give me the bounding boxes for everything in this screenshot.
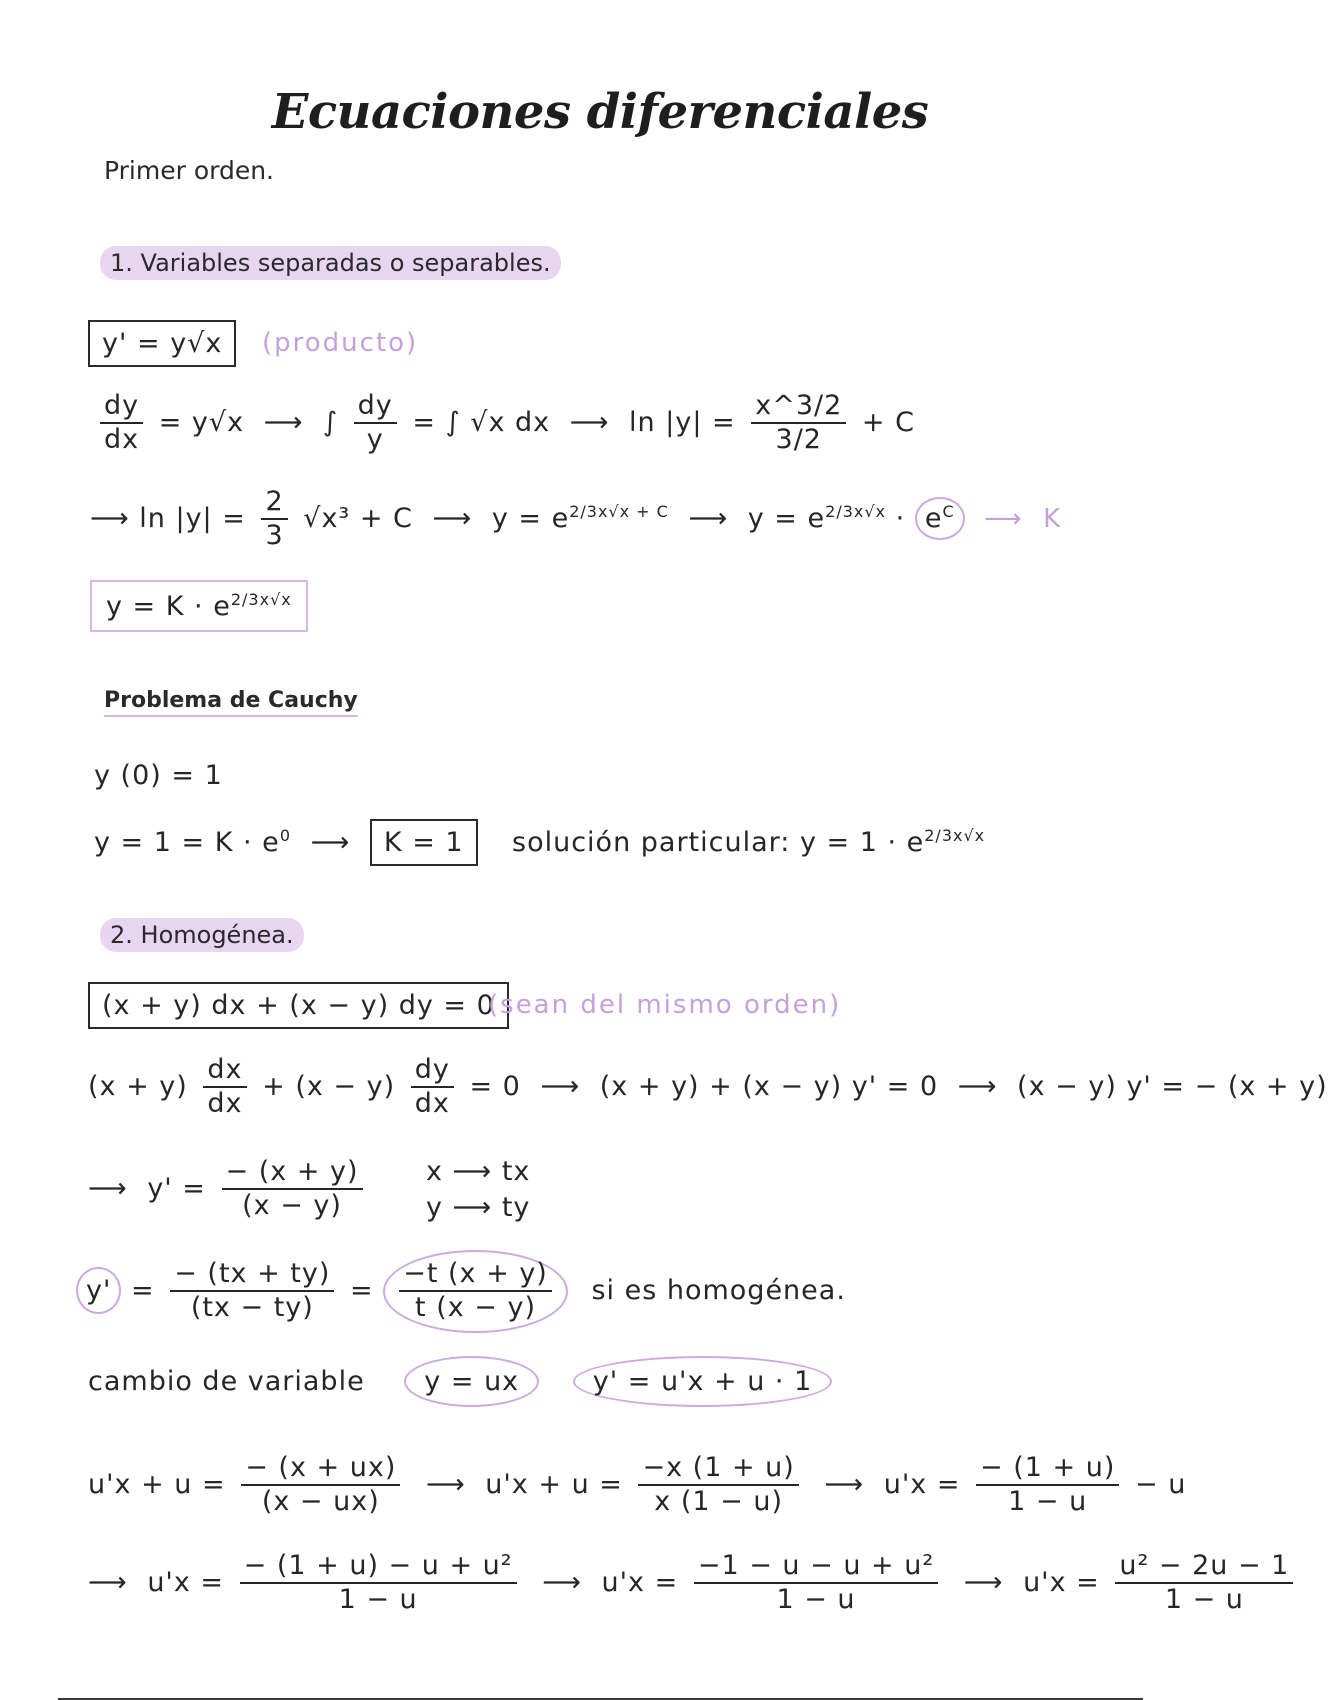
section-1-equation: y' = y√x [88,320,236,367]
cauchy-heading: Problema de Cauchy [104,688,358,717]
fraction-x-one-plus-u: $\frac{-x (1 + u)}{x (1 - u)}$ [638,1454,798,1517]
arrow-icon: ⟶ [542,1566,582,1598]
fraction-one-plus-u: $\frac{- (1 + u)}{1 - u}$ [976,1454,1119,1517]
fraction-x-ux: $\frac{- (x + ux)}{(x - ux)}$ [241,1454,400,1517]
cauchy-equation: $y = 1 = K \cdot e^0$ ⟶ K = 1 [94,826,478,858]
homogeneous-remark: si es homogénea. [591,1274,846,1306]
k-boxed: K = 1 [370,819,478,866]
substitution-y: y ⟶ ty [426,1192,531,1223]
substitution-x: x ⟶ tx [426,1156,531,1187]
arrow-icon: ⟶ [88,1172,128,1204]
arrow-icon: ⟶ [425,1468,466,1500]
fraction-dy-dx: $\frac{dy}{dx}$ [411,1056,454,1119]
fraction-step-a: $\frac{\text{− (1 + u) − u + u²}}{1 - u}$ [240,1552,517,1615]
page-title: Ecuaciones diferenciales [271,84,929,140]
arrow-icon: ⟶ [310,827,351,858]
section-2-equation: (x + y) dx + (x − y) dy = 0 [88,982,509,1029]
fraction-t-factor: $\frac{-t (x + y)}{t (x - y)}$ [399,1260,552,1323]
section-2-note: (sean del mismo orden) [488,990,842,1020]
section-2-line-3: y' = $\frac{- (tx + ty)}{(tx - ty)}$ = $\frac{-t (x + y)}{t (x - y)}$ si es homogénea. [76,1250,846,1333]
section-2-line-6: ⟶ u'x = $\frac{\text{− (1 + u) − u + u²}}{1 - u}$ ⟶ u'x = $\frac{\text{−1 − u − u + u²}}{1 - u}$ ⟶ u'x = $\frac{\text{u² − 2u − 1}}{1 - u}$ [88,1552,1299,1615]
circled-y-prime: y' [76,1267,121,1314]
section-2-line-5: u'x + u = $\frac{- (x + ux)}{(x - ux)}$ ⟶ u'x + u = $\frac{-x (1 + u)}{x (1 - u)}$ ⟶ u'x = $\frac{- (1 + u)}{1 - u}$ − u [88,1452,1187,1518]
section-2-heading: 2. Homogénea. [100,918,304,952]
label-k: K [1043,503,1063,534]
section-1-result: $y = K \cdot e^{2/3x√x}$ [90,580,308,632]
fraction-two-thirds: $\frac{2}{3}$ [261,488,287,551]
fraction-dy-dx: $\frac{dy}{dx}$ [100,392,143,455]
section-1-line-1: $\frac{dy}{dx}$ = y√x ⟶ ∫ $\frac{dy}{y}$ = ∫ √x dx ⟶ ln |y| = $\frac{x\^{}3/2}{3/2}$ + C [94,392,915,455]
arrow-icon: ⟶ [88,1566,128,1598]
arrow-icon: ⟶ [569,406,610,438]
section-1-heading: 1. Variables separadas o separables. [100,246,561,280]
fraction-dy-y: $\frac{dy}{y}$ [354,392,397,455]
arrow-icon: ⟶ [540,1070,581,1102]
section-2-line-2: ⟶ y' = $\frac{- (x + y)}{(x - y)}$ [88,1158,369,1221]
fraction-step-c: $\frac{\text{u² − 2u − 1}}{1 - u}$ [1115,1552,1293,1615]
arrow-icon: ⟶ [688,502,729,534]
change-of-variable-label: cambio de variable [88,1366,365,1397]
fraction-dx-dx: $\frac{dx}{dx}$ [203,1056,246,1119]
circled-y-ux: y = ux [404,1356,539,1407]
arrow-icon: ⟶ [963,1566,1004,1598]
section-1-note: (producto) [262,328,419,358]
section-1-line-2: ⟶ ln |y| = $\frac{2}{3}$ √x³ + C ⟶ $y = e^{2/3x√x + C}$ ⟶ $y = e^{2/3x√x} \cdot e^C$ ⟶ K [90,486,1063,552]
arrow-icon: ⟶ [263,406,304,438]
fraction-step-b: $\frac{\text{−1 − u − u + u²}}{1 - u}$ [694,1552,938,1615]
circled-t-fraction [383,1250,568,1333]
fraction-neg-x-plus-y: $\frac{- (x + y)}{(x - y)}$ [222,1158,363,1221]
circled-e-c: $e^C$ [915,497,965,540]
fraction-tx-ty: $\frac{- (tx + ty)}{(tx - ty)}$ [170,1260,334,1323]
circled-y-prime-expansion: y' = u'x + u · 1 [573,1356,833,1407]
section-2-line-4 [88,1356,832,1407]
fraction-x-power: $\frac{x\^{}3/2}{3/2}$ [751,392,846,455]
page-subtitle: Primer orden. [104,156,274,185]
cauchy-condition: y (0) = 1 [94,760,223,791]
arrow-icon: ⟶ [824,1468,865,1500]
arrow-icon: ⟶ [432,502,473,534]
cauchy-particular-solution: solución particular: $y = 1 \cdot e^{2/3x√x}$ [512,826,986,858]
arrow-icon: ⟶ [957,1070,998,1102]
section-2-line-1: (x + y) $\frac{dx}{dx}$ + (x − y) $\frac{dy}{dx}$ = 0 ⟶ (x + y) + (x − y) y' = 0 ⟶ (x − y) y' = − (x + y) [88,1054,1328,1120]
arrow-icon: ⟶ [984,503,1024,534]
